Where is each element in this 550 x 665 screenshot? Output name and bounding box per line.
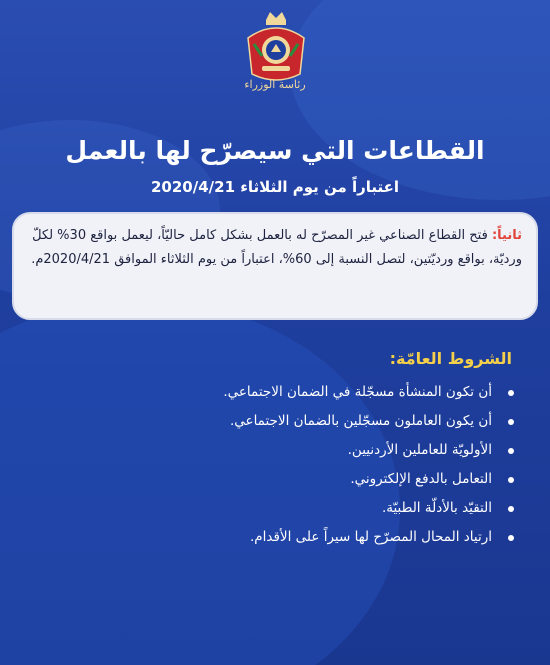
conditions-heading: الشروط العامّة: [389, 349, 512, 368]
bullet-icon [508, 506, 514, 512]
page-title: القطاعات التي سيصرّح لها بالعمل [65, 136, 485, 165]
condition-text: الأولويّة للعاملين الأردنيين. [347, 442, 492, 458]
condition-text: ارتياد المحال المصرّح لها سيراً على الأقدام. [249, 529, 492, 545]
condition-text: أن يكون العاملون مسجّلين بالضمان الاجتماعي. [229, 413, 492, 429]
condition-item [40, 407, 520, 436]
notice-card [12, 212, 538, 320]
notice-lead: ثانياً: [491, 228, 522, 243]
bullet-icon [508, 448, 514, 454]
emblem-caption: رئاسة الوزراء [244, 78, 306, 91]
condition-item [40, 378, 520, 407]
condition-text: أن تكون المنشأة مسجّلة في الضمان الاجتماعي. [223, 384, 492, 400]
condition-item [40, 494, 520, 523]
bullet-icon [508, 535, 514, 541]
condition-item [40, 436, 520, 465]
conditions-list [40, 378, 520, 552]
page-subtitle: اعتباراً من يوم الثلاثاء 2020/4/21 [151, 178, 399, 196]
condition-item [40, 523, 520, 552]
bullet-icon [508, 390, 514, 396]
condition-item [40, 465, 520, 494]
condition-text: التعامل بالدفع الإلكتروني. [350, 471, 492, 487]
background-wave [290, 0, 550, 200]
bullet-icon [508, 477, 514, 483]
notice-body: فتح القطاع الصناعي غير المصرّح له بالعمل بشكل كامل حاليّاً، ليعمل بواقع 30% لكلّ ورديّة، بواقع ورديّتين، لتصل النسبة إلى 60%، اعتباراً من يوم الثلاثاء الموافق 2020/4/21م. [31, 228, 522, 267]
condition-text: التقيّد بالأدلّة الطبيّة. [381, 500, 492, 516]
bullet-icon [508, 419, 514, 425]
